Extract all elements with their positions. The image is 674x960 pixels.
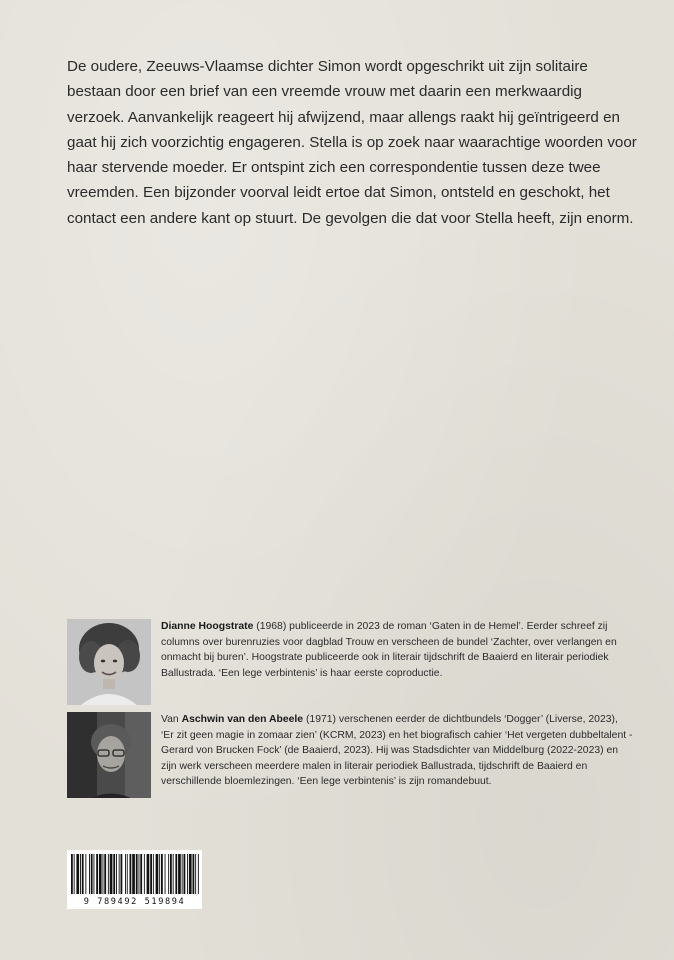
isbn-number: 9 789492 519894 xyxy=(83,897,186,907)
blurb-paragraph: De oudere, Zeeuws-Vlaamse dichter Simon wordt opgeschrikt uit zijn solitaire bestaan door een brief van een vreemde vrouw met daarin een merkwaardig verzoek. Aanvankelijk reageert hij afwijzend, maar allengs raakt hij geïntrigeerd en gaat hij zich voorzichtig engageren. Stella is op zoek naar waarachtige woorden voor haar stervende moeder. Er ontspint zich een correspondentie tussen deze twee vreemden. Een bijzonder voorval leidt ertoe dat Simon, ontsteld en geschokt, het contact een andere kant op stuurt. De gevolgen die dat voor Stella heeft, zijn enorm. xyxy=(67,58,637,227)
author-bio-aschwin xyxy=(161,712,633,790)
author-name: Dianne Hoogstrate xyxy=(161,621,254,632)
barcode-bars xyxy=(67,850,202,896)
author-bio-text: (1968) publiceerde in 2023 de roman ‘Gaten in de Hemel’. Eerder schreef zij columns over burenruzies voor dagblad Trouw en verscheen de bundel ‘Zachter, over verlangen en onmacht bij buren’. Hoogstrate publiceerde ook in literair tijdschrift de Baaierd en literair periodiek Ballustrada. ‘Een lege verbintenis’ is haar eerste coproductie. xyxy=(161,621,617,679)
author-name: Aschwin van den Abeele xyxy=(181,714,304,725)
author-bio-dianne xyxy=(161,619,633,681)
author-section-aschwin xyxy=(67,712,633,812)
author-section-dianne xyxy=(67,619,627,719)
isbn-barcode xyxy=(67,850,202,909)
author-prefix: Van xyxy=(161,714,182,725)
author-photo-aschwin xyxy=(67,712,151,798)
author-photo-dianne xyxy=(67,619,151,705)
author-bio-text: (1971) verschenen eerder de dichtbundels ‘Dogger’ (Liverse, 2023), ‘Er zit geen magie in zomaar zien’ (KCRM, 2023) en het biografisch cahier ‘Het vergeten dubbeltalent - Gerard von Brucken Fock’ (de Baaierd, 2023). Hij was Stadsdichter van Middelburg (2022-2023) en zijn werk verscheen meerdere malen in literair periodiek Ballustrada, tijdschrift de Baaierd en verschillende bloemlezingen. ‘Een lege verbintenis’ is zijn romandebuut. xyxy=(161,714,633,788)
blurb-text xyxy=(67,54,637,231)
